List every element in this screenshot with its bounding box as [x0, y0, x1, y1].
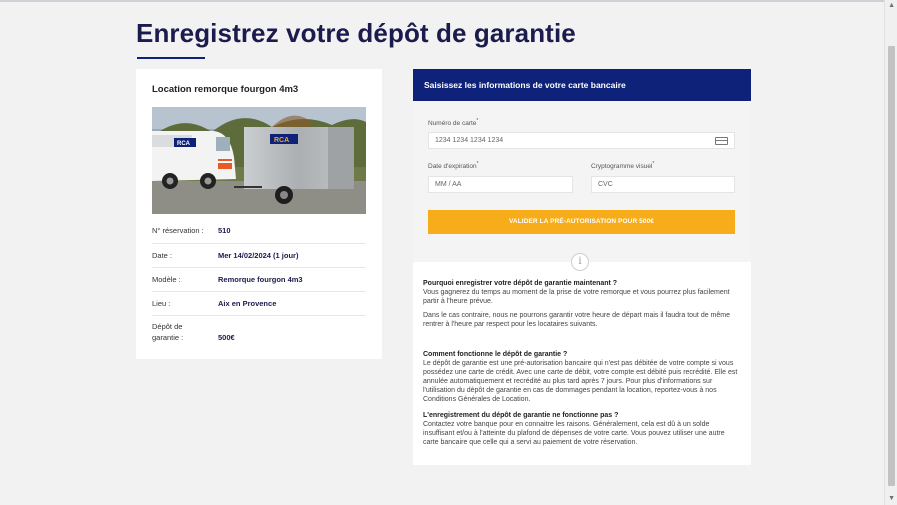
location-value: Aix en Provence [218, 299, 277, 308]
info-how-text: Le dépôt de garantie est une pré-autorisation bancaire qui n'est pas débitée de votre compte si vous possédez une carte de crédit. Avec une carte de débit, votre compte est débité puis recrédité. Elle est annulée automatiquement et recrédité au plus tard après 7 jours. Pour plus d'informations sur l'utilisation du dépôt de garantie en cas de dommages pendant la location, reportez-vous à nos Conditions Générales de Location. [423, 360, 738, 403]
deposit-label-line2: garantie : [152, 333, 184, 342]
info-why-section [423, 279, 741, 329]
form-header-title: Saisissez les informations de votre carte bancaire [424, 80, 626, 90]
reservation-number-label: N° réservation : [152, 226, 204, 235]
cvc-label: Cryptogramme visuel* [591, 161, 655, 171]
model-label: Modèle : [152, 275, 181, 284]
model-value: Remorque fourgon 4m3 [218, 275, 303, 284]
detail-row-reservation [152, 219, 366, 244]
trailer-logo-text: RCA [274, 137, 290, 144]
payment-form-card [413, 69, 751, 465]
info-why-text: Vous gagnerez du temps au moment de la prise de votre remorque et vous pourrez plus facilement partir à l'heure prévue. [423, 289, 730, 305]
title-underline [137, 57, 205, 59]
info-why-title: Pourquoi enregistrer votre dépôt de garantie maintenant ? [423, 280, 618, 287]
card-number-label: Numéro de carte* [428, 118, 479, 128]
card-number-placeholder: 1234 1234 1234 1234 [435, 137, 504, 144]
card-number-input[interactable] [428, 132, 735, 149]
card-form [413, 101, 751, 262]
page-scrollbar[interactable] [884, 0, 897, 505]
scroll-up-arrow-icon[interactable]: ▲ [888, 2, 895, 9]
page-title: Enregistrez votre dépôt de garantie [136, 18, 576, 48]
scroll-down-arrow-icon[interactable]: ▼ [888, 495, 895, 502]
reservation-summary-card [136, 69, 382, 359]
date-value: Mer 14/02/2024 (1 jour) [218, 251, 299, 260]
cvc-input[interactable] [591, 176, 735, 193]
summary-title: Location remorque fourgon 4m3 [152, 84, 299, 95]
expiry-input[interactable] [428, 176, 573, 193]
detail-row-model [152, 267, 366, 292]
deposit-label-line1: Dépôt de [152, 322, 183, 331]
deposit-value: 500€ [218, 333, 235, 342]
reservation-number-value: 510 [218, 226, 231, 235]
info-fail-section [423, 411, 741, 447]
van-logo-text: RCA [177, 141, 190, 147]
validate-preauthorization-button[interactable]: VALIDER LA PRÉ-AUTORISATION POUR 500€ [428, 210, 735, 234]
info-otherwise-text: Dans le cas contraire, nous ne pourrons garantir votre heure de départ mais il faudra tout de même rentrer à l'heure par respect pour les locataires suivants. [423, 312, 730, 328]
cvc-placeholder: CVC [598, 181, 613, 188]
info-how-title: Comment fonctionne le dépôt de garantie ? [423, 351, 568, 358]
scrollbar-thumb[interactable] [888, 46, 895, 486]
date-label: Date : [152, 251, 173, 260]
info-icon: i [571, 253, 589, 271]
trailer-photo [152, 107, 366, 214]
detail-row-location [152, 291, 366, 316]
info-how-section [423, 350, 741, 404]
expiry-label: Date d'expiration* [428, 161, 479, 171]
credit-card-icon [715, 137, 728, 145]
form-header [413, 69, 751, 101]
detail-row-date [152, 243, 366, 268]
info-fail-title: L'enregistrement du dépôt de garantie ne fonctionne pas ? [423, 412, 619, 419]
info-fail-text: Contactez votre banque pour en connaitre les raisons. Généralement, cela est dû à un solde insuffisant et/ou à l'atteinte du plafond de dépenses de votre carte. Vous pouvez utiliser une autre carte bancaire que celle qui a servi au paiement de votre réservation. [423, 421, 725, 446]
location-label: Lieu : [152, 299, 171, 308]
detail-row-deposit [152, 315, 366, 349]
top-border [0, 0, 885, 2]
expiry-placeholder: MM / AA [435, 181, 462, 188]
